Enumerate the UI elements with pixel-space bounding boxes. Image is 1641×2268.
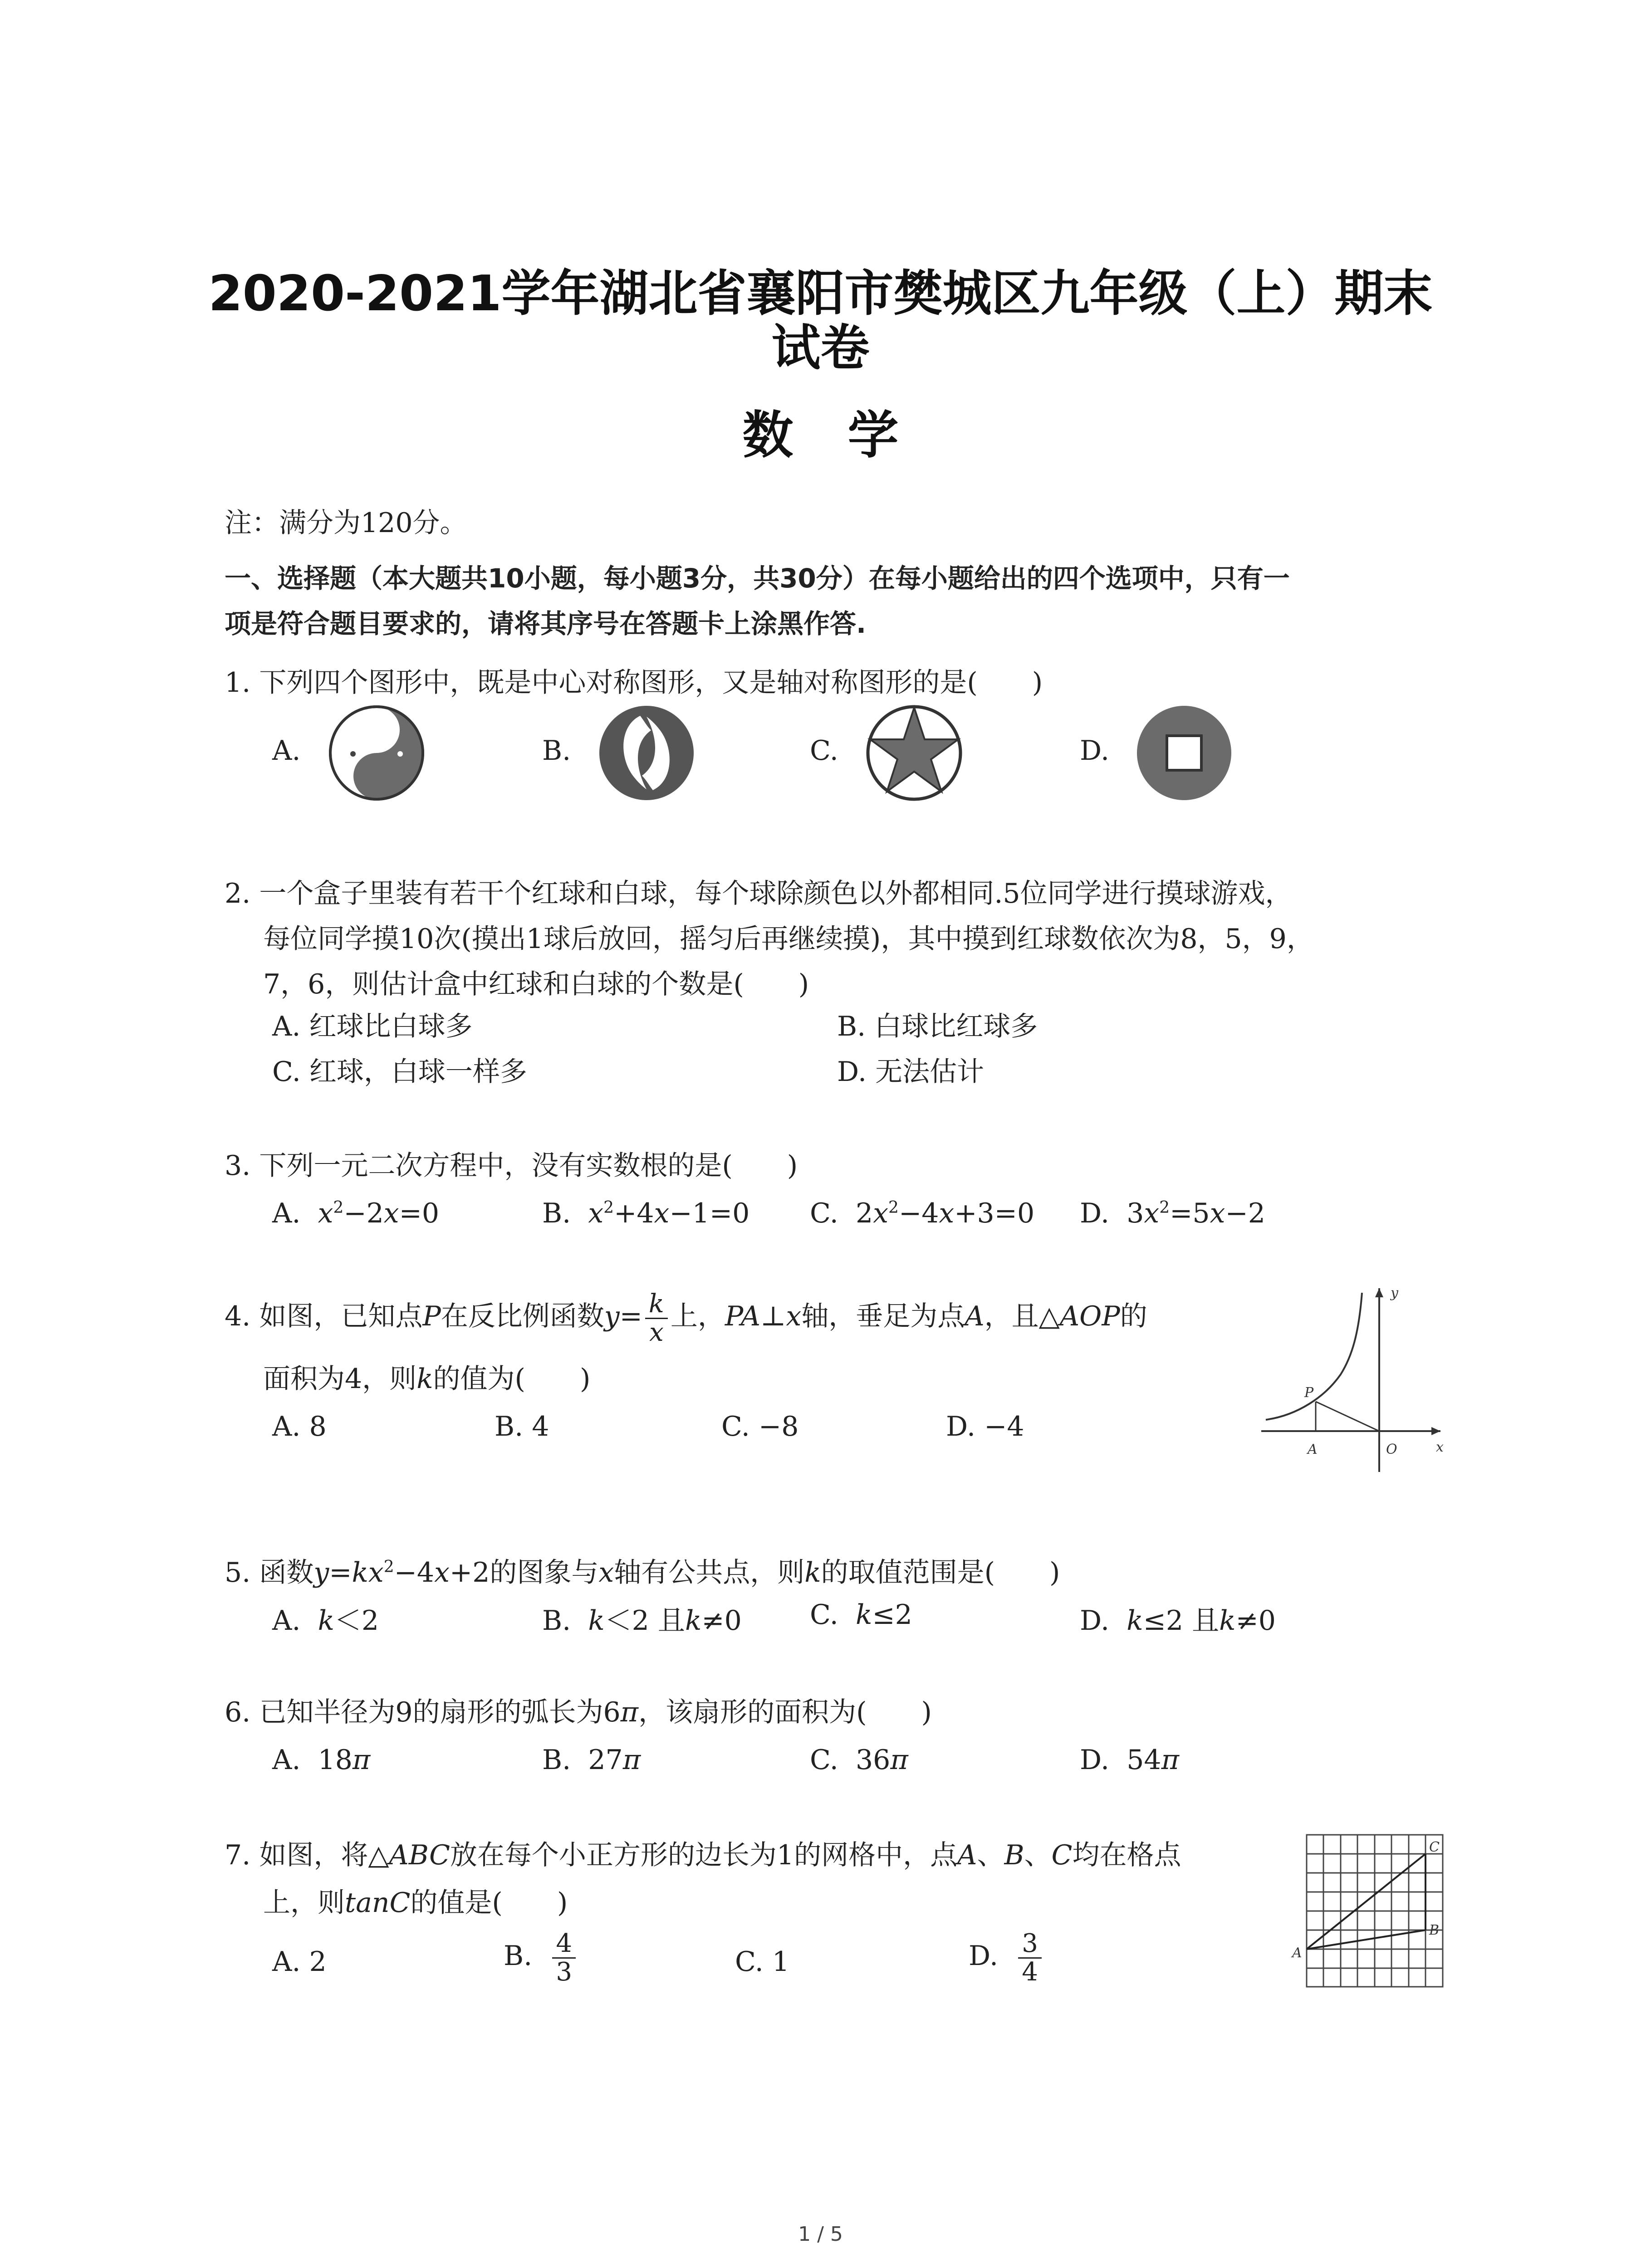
q7-option-d-fraction xyxy=(1018,1930,1042,1986)
q5-option-c xyxy=(810,1599,912,1631)
q7-label-c: C xyxy=(1429,1839,1440,1855)
q7-line2-var: tanC xyxy=(345,1887,411,1919)
q4-var-x: x xyxy=(786,1300,802,1333)
q4-figure xyxy=(1257,1284,1447,1474)
q7-option-b-fraction xyxy=(552,1930,576,1986)
square-in-circle-icon xyxy=(1134,703,1234,803)
q4-fraction xyxy=(645,1290,668,1346)
page-number: 1 / 5 xyxy=(798,2223,843,2246)
q4-y-arrow-icon xyxy=(1375,1288,1383,1297)
q7-grid-figure xyxy=(1288,1828,1452,1996)
q3-option-d-text2: −2 xyxy=(1225,1198,1265,1229)
q5-option-b-text: ＜2 且 xyxy=(604,1605,685,1637)
q3-option-b-var2: x xyxy=(654,1198,670,1229)
q7-var-abc: ABC xyxy=(389,1839,450,1871)
swirl-circle-icon xyxy=(597,703,696,803)
q4-option-b: B. 4 xyxy=(495,1411,549,1442)
question-6-stem xyxy=(225,1690,932,1735)
q4-var-a: A xyxy=(965,1300,985,1333)
q4-text-2: 在反比例函数 xyxy=(441,1300,604,1333)
q6-option-a-num: 18 xyxy=(318,1744,353,1776)
q4-var-aop: AOP xyxy=(1059,1300,1120,1333)
q5-option-b-var2: k xyxy=(685,1605,702,1637)
q3-option-c-var2: x xyxy=(939,1198,955,1229)
q3-option-a-text: −2 xyxy=(343,1198,384,1229)
q4-segment-po xyxy=(1316,1402,1379,1431)
q7-var-b: B xyxy=(1004,1839,1024,1871)
q5-option-d-var: k xyxy=(1127,1605,1143,1637)
q5-text-3: +2的图象与 xyxy=(449,1557,599,1589)
question-4-stem xyxy=(225,1290,1147,1346)
section-heading xyxy=(225,556,1450,646)
q7-option-d-den: 4 xyxy=(1022,1957,1038,1987)
section-heading-line2: 项是符合题目要求的，请将其序号在答题卡上涂黑作答. xyxy=(225,608,867,639)
q1-option-a-label: A. xyxy=(272,735,301,767)
q5-exp: 2 xyxy=(383,1558,394,1576)
q5-text-4: 轴有公共点，则 xyxy=(614,1557,805,1589)
q6-text-2: ，该扇形的面积为( ) xyxy=(638,1696,932,1728)
q6-option-d-num: 54 xyxy=(1127,1744,1161,1776)
q3-option-c-letter: C. xyxy=(810,1198,838,1229)
q7-option-b-den: 3 xyxy=(556,1957,572,1987)
q6-option-a-letter: A. xyxy=(272,1744,301,1776)
q4-label-o: O xyxy=(1386,1442,1397,1457)
q3-option-d-var: x xyxy=(1144,1198,1160,1229)
q4-var-pa: PA xyxy=(725,1300,761,1333)
q3-option-a-text2: =0 xyxy=(399,1198,440,1229)
q7-option-b xyxy=(504,1930,578,1986)
q4-line2-var: k xyxy=(416,1363,433,1395)
q3-option-a-var2: x xyxy=(383,1198,399,1229)
q5-option-c-letter: C. xyxy=(810,1599,838,1631)
q2-line-2: 每位同学摸10次(摸出1球后放回，摇匀后再继续摸)，其中摸到红球数依次为8，5，9， xyxy=(263,923,1314,955)
q3-option-c-var: x xyxy=(873,1198,889,1229)
q3-option-c-text2: +3=0 xyxy=(954,1198,1035,1229)
q5-option-d-var2: k xyxy=(1219,1605,1236,1637)
q3-option-b-var: x xyxy=(588,1198,604,1229)
q7-option-d-letter: D. xyxy=(969,1940,999,1972)
q5-var-x2: x xyxy=(598,1557,614,1589)
q3-option-d xyxy=(1080,1198,1265,1229)
q2-line-3: 7，6，则估计盒中红球和白球的个数是( ) xyxy=(263,968,809,1000)
q3-option-c-exp: 2 xyxy=(888,1198,899,1217)
q3-option-c-coef: 2 xyxy=(856,1198,873,1229)
q7-text-3: 均在格点 xyxy=(1072,1839,1181,1871)
q7-line2-text: 上，则 xyxy=(263,1887,345,1919)
question-7-line2 xyxy=(263,1880,568,1926)
q6-text-1: 6. 已知半径为9的扇形的弧长为6 xyxy=(225,1696,621,1728)
q6-option-d xyxy=(1080,1744,1179,1776)
q7-triangle xyxy=(1307,1854,1425,1949)
q7-var-c: C xyxy=(1051,1839,1073,1871)
subject-heading: 数学 xyxy=(742,406,953,465)
q6-option-b-letter: B. xyxy=(542,1744,571,1776)
q4-option-c: C. −8 xyxy=(721,1411,799,1442)
q4-x-arrow-icon xyxy=(1431,1427,1440,1435)
q3-option-a-letter: A. xyxy=(272,1198,301,1229)
q5-option-b-letter: B. xyxy=(542,1605,571,1637)
q3-option-d-exp: 2 xyxy=(1159,1198,1170,1217)
q4-text-6: 的 xyxy=(1120,1300,1147,1333)
q4-label-y: y xyxy=(1391,1285,1398,1301)
q3-option-d-coef: 3 xyxy=(1127,1198,1144,1229)
q4-hyperbola xyxy=(1266,1293,1362,1420)
q4-option-a: A. 8 xyxy=(272,1411,327,1442)
q5-option-b-var: k xyxy=(588,1605,605,1637)
q5-option-d-letter: D. xyxy=(1080,1605,1110,1637)
q4-var-p: P xyxy=(422,1300,441,1333)
q5-option-a-text: ＜2 xyxy=(334,1605,379,1637)
section-heading-line1: 一、选择题（本大题共10小题，每小题3分，共30分）在每小题给出的四个选项中，只有一 xyxy=(225,563,1290,594)
q5-equals: = xyxy=(329,1557,352,1589)
q5-option-d xyxy=(1080,1599,1276,1638)
q3-option-b-text2: −1=0 xyxy=(669,1198,750,1229)
q2-line-1: 2. 一个盒子里装有若干个红球和白球，每个球除颜色以外都相同.5位同学进行摸球游戏， xyxy=(225,878,1293,909)
star-in-circle-icon xyxy=(864,703,964,803)
q5-option-d-text2: ≠0 xyxy=(1235,1605,1276,1637)
q5-var-kx: kx xyxy=(352,1557,384,1589)
q5-option-c-text: ≤2 xyxy=(872,1599,912,1631)
q6-option-c-letter: C. xyxy=(810,1744,838,1776)
q4-text-1: 4. 如图，已知点 xyxy=(225,1300,423,1333)
q6-option-c-pi: π xyxy=(890,1744,908,1776)
q1-option-d-label: D. xyxy=(1080,735,1110,767)
q4-label-a: A xyxy=(1308,1442,1318,1457)
q2-option-b: B. 白球比红球多 xyxy=(837,1011,1038,1042)
question-2-stem xyxy=(225,871,1314,1007)
q5-option-a-letter: A. xyxy=(272,1605,301,1637)
q4-frac-den: x xyxy=(649,1318,664,1347)
q7-line2-text2: 的值是( ) xyxy=(410,1887,568,1919)
q3-option-d-text: =5 xyxy=(1170,1198,1210,1229)
q2-option-c: C. 红球，白球一样多 xyxy=(272,1056,527,1088)
q2-option-a: A. 红球比白球多 xyxy=(272,1011,473,1042)
q6-pi: π xyxy=(620,1696,639,1728)
page-title: 2020-2021学年湖北省襄阳市樊城区九年级（上）期末 xyxy=(208,265,1433,322)
q3-option-a-var: x xyxy=(318,1198,333,1229)
q5-var-x: x xyxy=(434,1557,450,1589)
q5-option-c-var: k xyxy=(856,1599,872,1631)
page-title-line2: 试卷 xyxy=(771,320,870,376)
q3-option-c xyxy=(810,1198,1034,1229)
q3-option-b-text: +4 xyxy=(614,1198,654,1229)
q4-label-x: x xyxy=(1436,1439,1444,1455)
q5-text-1: 5. 函数 xyxy=(225,1557,314,1589)
yin-yang-icon xyxy=(327,703,426,803)
q3-option-c-text: −4 xyxy=(898,1198,939,1229)
question-4-line2 xyxy=(263,1356,590,1402)
q6-option-c-num: 36 xyxy=(856,1744,891,1776)
q5-text-2: −4 xyxy=(394,1557,435,1589)
q6-option-b-num: 27 xyxy=(588,1744,623,1776)
q5-var-k: k xyxy=(804,1557,821,1589)
q5-option-d-text: ≤2 且 xyxy=(1143,1605,1220,1637)
q5-option-b-text2: ≠0 xyxy=(701,1605,742,1637)
q5-option-a-var: k xyxy=(318,1605,334,1637)
q7-option-c: C. 1 xyxy=(735,1946,790,1978)
question-3-stem: 3. 下列一元二次方程中，没有实数根的是( ) xyxy=(225,1150,798,1182)
q6-option-c xyxy=(810,1744,908,1776)
q6-option-b xyxy=(542,1744,641,1776)
q7-option-d-num: 3 xyxy=(1018,1930,1042,1959)
q6-option-d-letter: D. xyxy=(1080,1744,1110,1776)
q7-var-a: A xyxy=(957,1839,977,1871)
q7-label-a: A xyxy=(1292,1945,1302,1961)
q3-option-b xyxy=(542,1198,749,1229)
q3-option-b-exp: 2 xyxy=(603,1198,614,1217)
q7-option-b-num: 4 xyxy=(552,1930,576,1959)
q1-option-b-label: B. xyxy=(542,735,571,767)
q3-option-b-letter: B. xyxy=(542,1198,571,1229)
q6-option-a-pi: π xyxy=(352,1744,371,1776)
q3-option-a-exp: 2 xyxy=(333,1198,344,1217)
q7-text-2: 放在每个小正方形的边长为1的网格中，点 xyxy=(450,1839,958,1871)
q5-text-5: 的取值范围是( ) xyxy=(821,1557,1060,1589)
question-5-stem xyxy=(225,1545,1060,1595)
q5-var-y: y xyxy=(314,1557,329,1589)
q4-perp: ⊥ xyxy=(760,1300,786,1333)
q7-sep-2: 、 xyxy=(1024,1839,1052,1871)
q7-option-a: A. 2 xyxy=(272,1946,327,1978)
q6-option-d-pi: π xyxy=(1161,1744,1179,1776)
q7-label-b: B xyxy=(1429,1922,1440,1938)
q7-sep-1: 、 xyxy=(977,1839,1004,1871)
q3-option-d-var2: x xyxy=(1210,1198,1225,1229)
q4-text-4: 轴，垂足为点 xyxy=(801,1300,965,1333)
q7-text-1: 7. 如图，将△ xyxy=(225,1839,389,1871)
q4-text-5: ，且△ xyxy=(984,1300,1060,1333)
q7-option-d xyxy=(969,1930,1044,1986)
q3-option-d-letter: D. xyxy=(1080,1198,1110,1229)
q5-option-b xyxy=(542,1599,742,1638)
q4-line2-text2: 的值为( ) xyxy=(433,1363,591,1395)
q1-option-c-label: C. xyxy=(810,735,838,767)
q4-text-3: 上， xyxy=(670,1300,725,1333)
q4-line2-text: 面积为4，则 xyxy=(263,1363,417,1395)
score-note: 注：满分为120分。 xyxy=(225,507,467,539)
q6-option-b-pi: π xyxy=(622,1744,641,1776)
q4-frac-num: k xyxy=(645,1290,668,1319)
q7-grid xyxy=(1307,1835,1443,1987)
question-7-stem xyxy=(225,1833,1181,1878)
question-1-stem: 1. 下列四个图形中，既是中心对称图形，又是轴对称图形的是( ) xyxy=(225,667,1043,699)
q4-equals: = xyxy=(619,1300,642,1333)
q6-option-a xyxy=(272,1744,370,1776)
q4-label-p: P xyxy=(1304,1385,1314,1401)
q5-option-a xyxy=(272,1599,379,1638)
q4-option-d: D. −4 xyxy=(946,1411,1024,1442)
q2-option-d: D. 无法估计 xyxy=(837,1056,985,1088)
q7-option-b-letter: B. xyxy=(504,1940,533,1972)
q4-var-y: y xyxy=(604,1300,620,1333)
q3-option-a xyxy=(272,1198,439,1229)
